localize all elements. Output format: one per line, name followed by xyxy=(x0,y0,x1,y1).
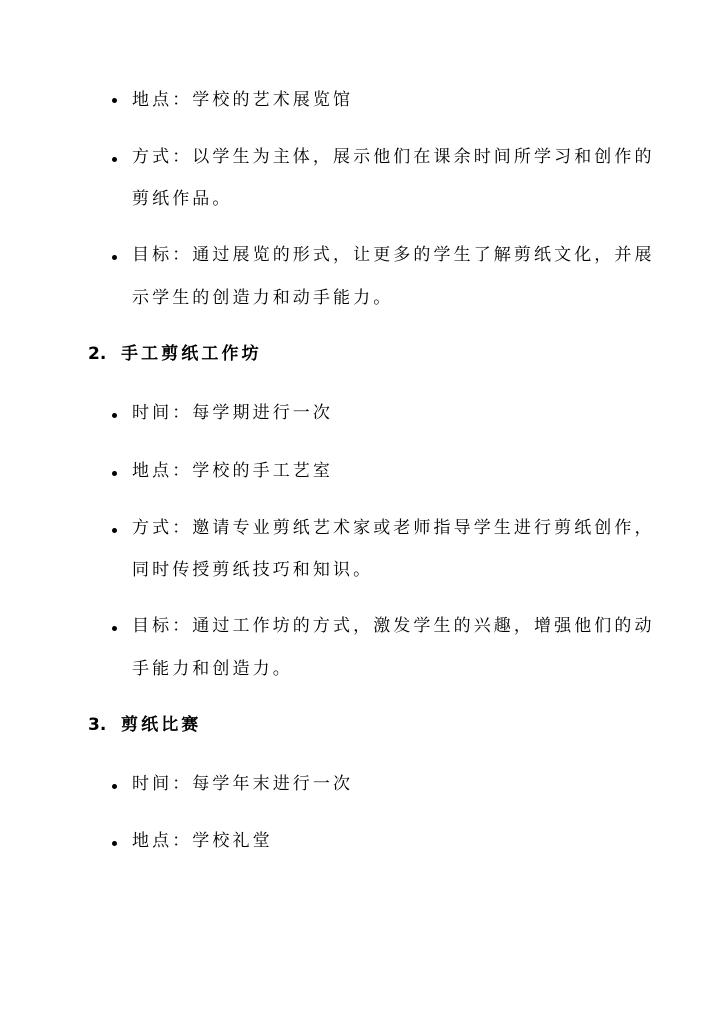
section-title: 手工剪纸工作坊 xyxy=(121,344,262,364)
bullet xyxy=(112,528,117,533)
section-heading xyxy=(88,343,262,365)
list-item-time: 时间：每学年末进行一次 xyxy=(132,774,354,794)
bullet xyxy=(112,471,117,476)
list-item-goal: 目标：通过展览的形式，让更多的学生了解剪纸文化，并展 xyxy=(132,245,655,265)
list-item-goal-cont: 手能力和创造力。 xyxy=(132,659,293,679)
bullet xyxy=(112,413,117,418)
list-item-goal-cont: 示学生的创造力和动手能力。 xyxy=(132,288,394,308)
section-title: 剪纸比赛 xyxy=(121,715,202,735)
list-item-method-cont: 同时传授剪纸技巧和知识。 xyxy=(132,560,374,580)
section-heading xyxy=(88,714,201,736)
list-item-method: 方式：以学生为主体，展示他们在课余时间所学习和创作的 xyxy=(132,147,655,167)
bullet xyxy=(112,784,117,789)
list-item-location: 地点：学校的手工艺室 xyxy=(132,461,333,481)
bullet xyxy=(112,255,117,260)
list-item-method: 方式：邀请专业剪纸艺术家或老师指导学生进行剪纸创作， xyxy=(132,518,655,538)
list-item-location: 地点：学校的艺术展览馆 xyxy=(132,90,354,110)
section-number: 3. xyxy=(88,715,107,735)
section-number: 2. xyxy=(88,344,107,364)
bullet xyxy=(112,98,117,103)
bullet xyxy=(112,626,117,631)
bullet xyxy=(112,157,117,162)
list-item-location: 地点：学校礼堂 xyxy=(132,831,273,851)
list-item-goal: 目标：通过工作坊的方式，激发学生的兴趣，增强他们的动 xyxy=(132,616,655,636)
bullet xyxy=(112,841,117,846)
list-item-time: 时间：每学期进行一次 xyxy=(132,403,333,423)
list-item-method-cont: 剪纸作品。 xyxy=(132,189,233,209)
